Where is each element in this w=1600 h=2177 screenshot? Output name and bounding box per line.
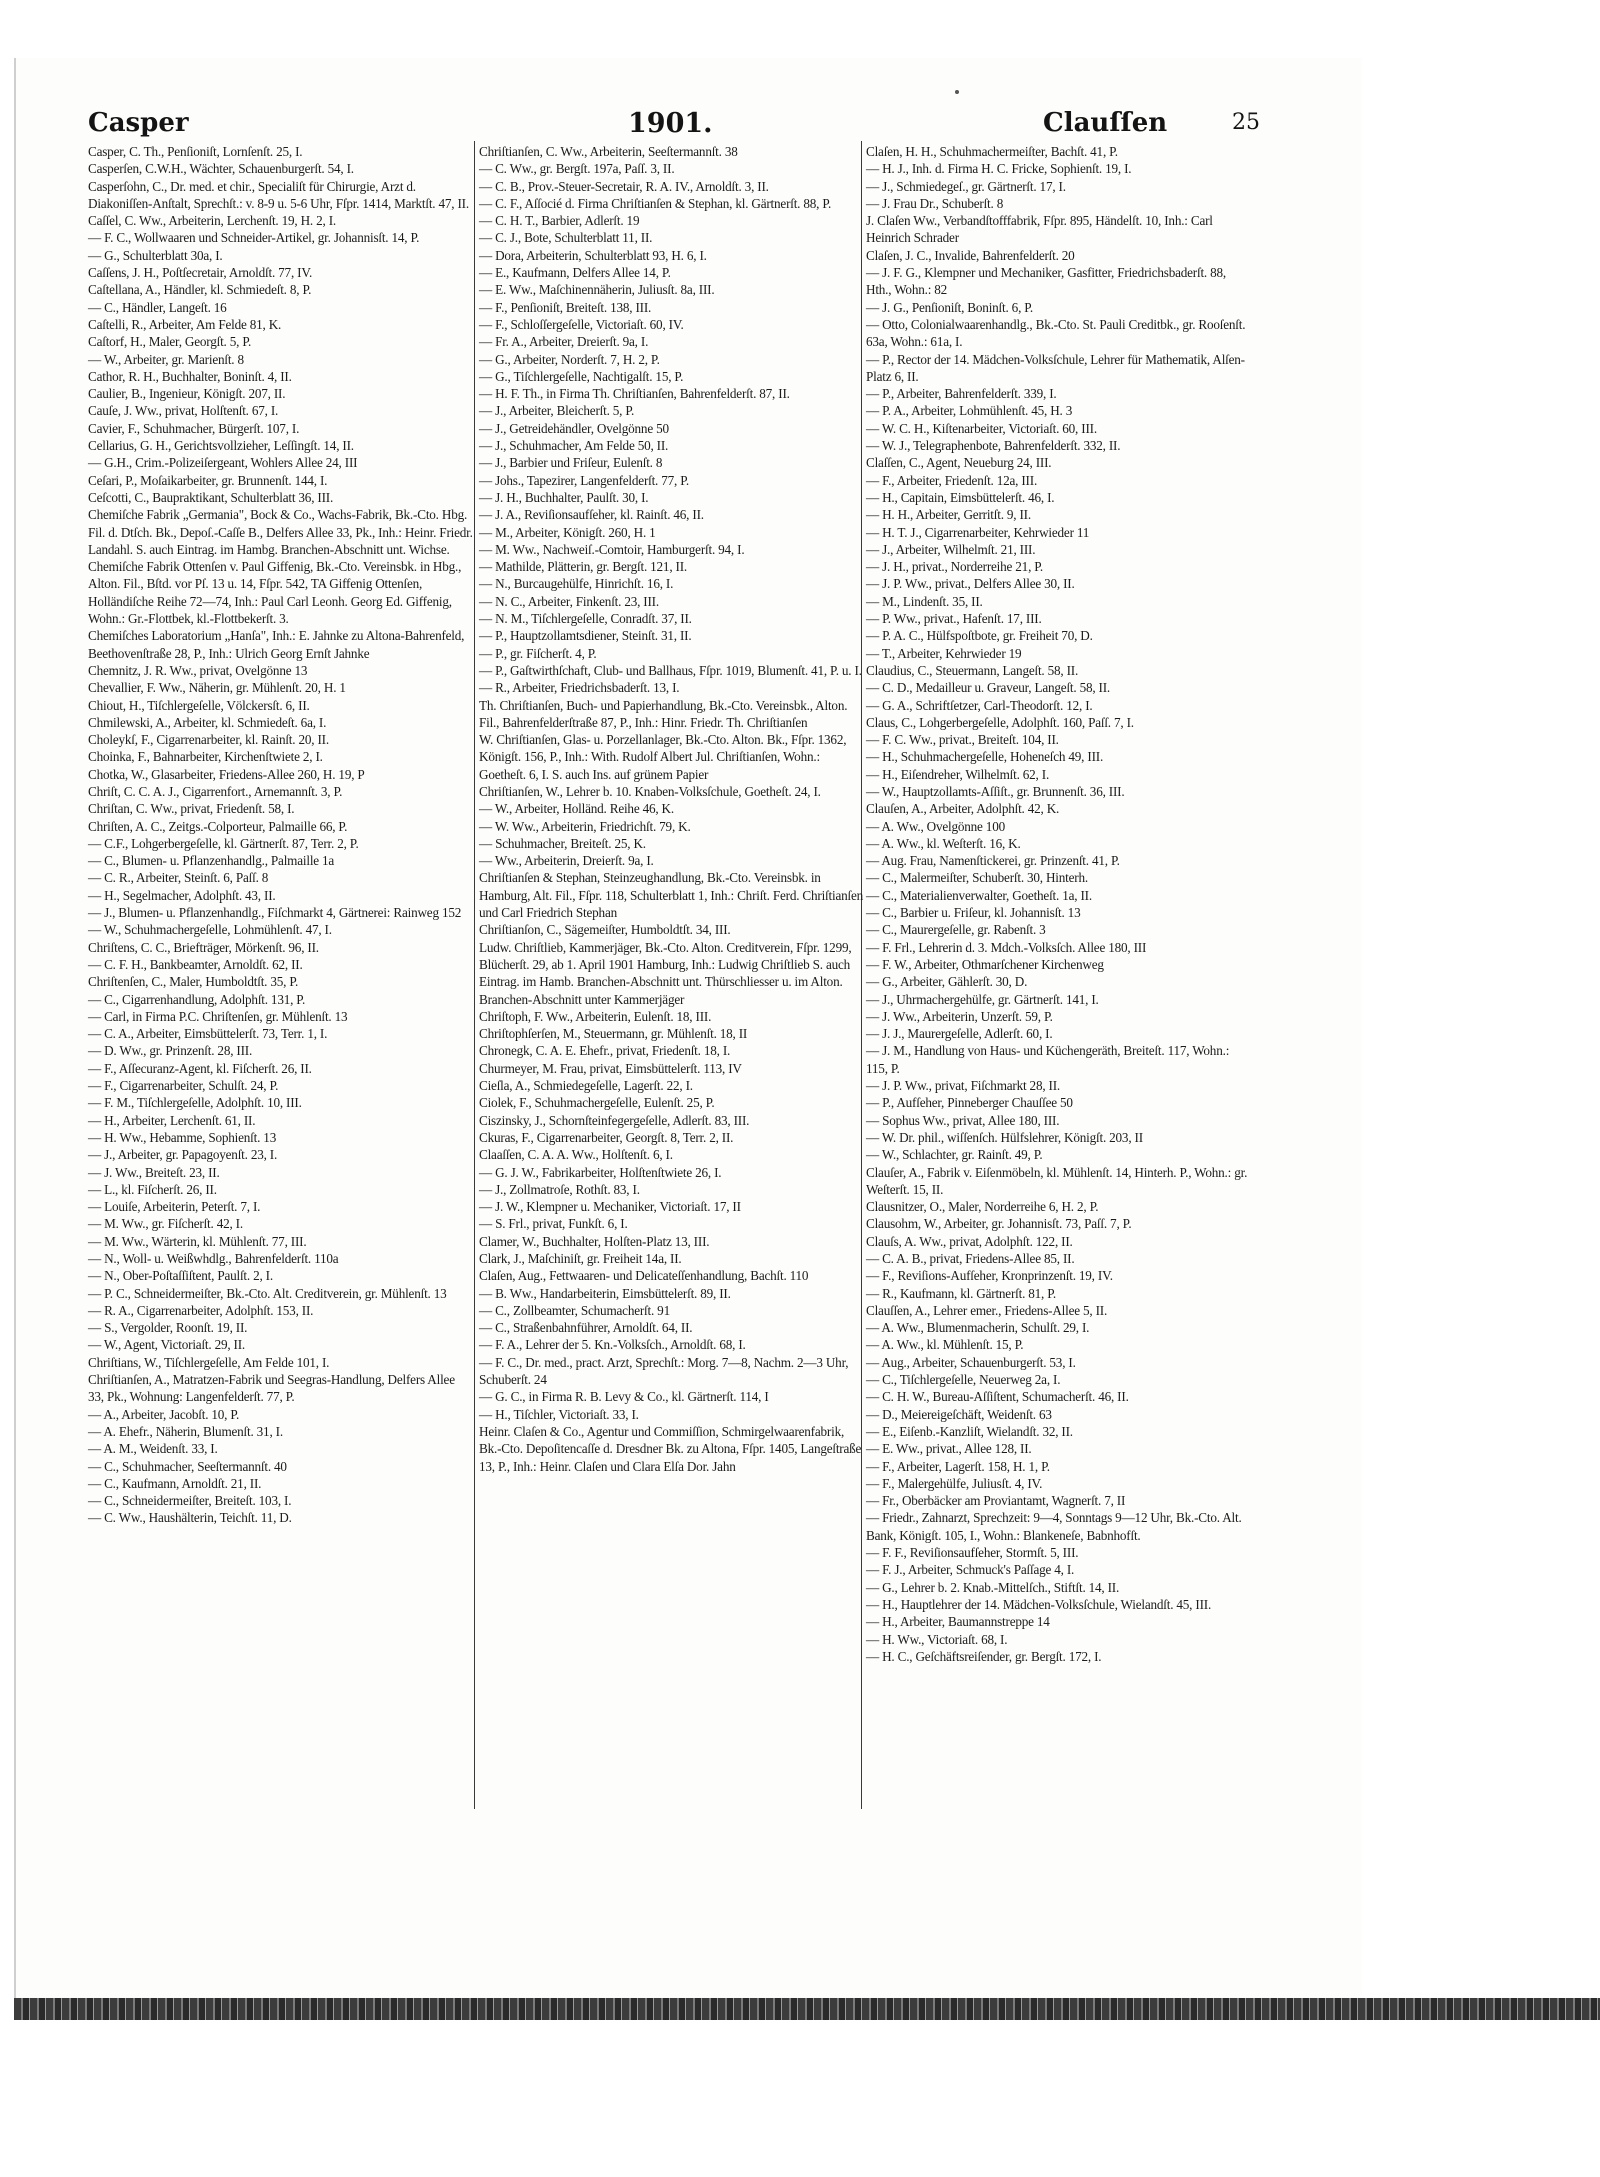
directory-entry: — F. M., Tiſchlergeſelle, Adolphſt. 10, III.: [88, 1095, 302, 1111]
directory-entry: — Mathilde, Plätterin, gr. Bergſt. 121, II.: [479, 559, 687, 575]
page-header: [88, 108, 1260, 140]
directory-entry: — C., Malermeiſter, Schuberſt. 30, Hinterh.: [866, 870, 1088, 886]
directory-entry: — W., Agent, Victoriaſt. 29, II.: [88, 1337, 246, 1353]
directory-entry: — H. T. J., Cigarrenarbeiter, Kehrwieder 11: [866, 524, 1090, 540]
directory-entry: — J. P. Ww., privat., Delfers Allee 30, II.: [866, 576, 1075, 592]
directory-entry: — C., Zollbeamter, Schumacherſt. 91: [479, 1302, 670, 1318]
directory-entry: — D. Ww., gr. Prinzenſt. 28, III.: [88, 1043, 253, 1059]
directory-entry: — Dora, Arbeiterin, Schulterblatt 93, H. 6, I.: [479, 247, 707, 263]
directory-entry: — S., Vergolder, Roonſt. 19, II.: [88, 1320, 248, 1336]
directory-entry: Chriſtians, W., Tiſchlergeſelle, Am Felde 101, I.: [88, 1354, 330, 1370]
directory-entry: — F. A., Lehrer der 5. Kn.-Volksſch., Arnoldſt. 68, I.: [479, 1337, 746, 1353]
directory-entry: — E., Eiſenb.-Kanzliſt, Wielandſt. 32, II.: [866, 1423, 1073, 1439]
directory-entry: — H. H., Arbeiter, Gerritſt. 9, II.: [866, 507, 1031, 523]
directory-entry: Cathor, R. H., Buchhalter, Boninſt. 4, II.: [88, 368, 292, 384]
page-number: 25: [1232, 110, 1260, 135]
directory-entry: — P. Ww., privat., Hafenſt. 17, III.: [866, 611, 1042, 627]
directory-entry: — J. H., Buchhalter, Paulſt. 30, I.: [479, 489, 649, 505]
directory-entry: Churmeyer, M. Frau, privat, Eimsbüttelerſt. 113, IV: [479, 1060, 742, 1076]
directory-entry: Chriſtoph, F. Ww., Arbeiterin, Eulenſt. 18, III.: [479, 1008, 712, 1024]
directory-entry: — C. Ww., Haushälterin, Teichſt. 11, D.: [88, 1510, 292, 1526]
directory-entry: Cellarius, G. H., Gerichtsvollzieher, Leſſingſt. 14, II.: [88, 438, 354, 454]
column-3: [866, 143, 1251, 1665]
directory-entry: — H. Ww., Victoriaſt. 68, I.: [866, 1631, 1008, 1647]
directory-entry: — J. Ww., Breiteſt. 23, II.: [88, 1164, 220, 1180]
directory-entry: Caſtelli, R., Arbeiter, Am Felde 81, K.: [88, 316, 282, 332]
directory-entry: — N., Woll- u. Weißwhdlg., Bahrenfelderſt. 110a: [88, 1251, 339, 1266]
directory-entry: — H. F. Th., in Firma Th. Chriſtianſen, Bahrenfelderſt. 87, II.: [479, 386, 790, 402]
directory-entry: Cauſe, J. Ww., privat, Holſtenſt. 67, I.: [88, 403, 279, 419]
directory-entry: — G., Schulterblatt 30a, I.: [88, 247, 223, 263]
directory-entry: — Ww., Arbeiterin, Dreierſt. 9a, I.: [479, 853, 654, 869]
directory-entry: — F., Reviſions-Aufſeher, Kronprinzenſt. 19, IV.: [866, 1268, 1113, 1284]
column-1: [88, 143, 473, 1527]
directory-entry: Chriſt, C. C. A. J., Cigarrenfort., Arnemannſt. 3, P.: [88, 783, 343, 799]
directory-entry: — F., Cigarrenarbeiter, Schulſt. 24, P.: [88, 1078, 279, 1094]
directory-entry: Chemiſche Fabrik „Germania", Bock & Co., Wachs-Fabrik, Bk.-Cto. Hbg. Fil. d. Dtſch. Bk., Depoſ.-Caſſe B., Delfers Allee 33, Pk., Inh.: Heinr. Friedr. Landahl. S. auch Eintrag. im Hambg. Branchen-Abschnitt unt. Wichse.: [88, 507, 473, 557]
directory-entry: — C., Tiſchlergeſelle, Neuerweg 2a, I.: [866, 1372, 1061, 1388]
directory-entry: Clausnitzer, O., Maler, Norderreihe 6, H. 2, P.: [866, 1199, 1099, 1215]
directory-entry: — W., Arbeiter, Holländ. Reihe 46, K.: [479, 801, 674, 817]
directory-entry: — A. Ww., kl. Weſterſt. 16, K.: [866, 835, 1021, 851]
directory-entry: — G. A., Schriftſetzer, Carl-Theodorſt. 12, I.: [866, 697, 1093, 713]
directory-entry: Chriſtianſen, A., Matratzen-Fabrik und Seegras-Handlung, Delfers Allee 33, Pk., Wohnung: Langenfelderſt. 77, P.: [88, 1372, 455, 1405]
directory-entry: — J., Arbeiter, Wilhelmſt. 21, III.: [866, 541, 1036, 557]
directory-entry: Caſtellana, A., Händler, kl. Schmiedeſt. 8, P.: [88, 282, 312, 298]
directory-entry: — Carl, in Firma P.C. Chriſtenſen, gr. Mühlenſt. 13: [88, 1008, 348, 1024]
directory-entry: — Sophus Ww., privat, Allee 180, III.: [866, 1112, 1060, 1128]
directory-entry: — J. H., privat., Norderreihe 21, P.: [866, 559, 1044, 575]
directory-entry: — Otto, Colonialwaarenhandlg., Bk.-Cto. St. Pauli Creditbk., gr. Rooſenſt. 63a, Wohn.: 61a, I.: [866, 316, 1246, 350]
directory-entry: — J. Ww., Arbeiterin, Unzerſt. 59, P.: [866, 1008, 1053, 1024]
directory-entry: — J., Barbier und Friſeur, Eulenſt. 8: [479, 455, 663, 471]
directory-entry: — G., Tiſchlergeſelle, Nachtigalſt. 15, P.: [479, 368, 684, 384]
directory-entry: Clauſen, A., Arbeiter, Adolphſt. 42, K.: [866, 801, 1060, 817]
directory-entry: — J. J., Maurergeſelle, Adlerſt. 60, I.: [866, 1026, 1053, 1042]
directory-entry: Chevallier, F. Ww., Näherin, gr. Mühlenſt. 20, H. 1: [88, 680, 346, 696]
directory-entry: — H., Schuhmachergeſelle, Hoheneſch 49, III.: [866, 749, 1104, 765]
directory-entry: — C. D., Medailleur u. Graveur, Langeſt. 58, II.: [866, 680, 1111, 696]
directory-entry: — F. C., Wollwaaren und Schneider-Artikel, gr. Johannisſt. 14, P.: [88, 230, 420, 246]
directory-entry: — C. Ww., gr. Bergſt. 197a, Paſſ. 3, II.: [479, 161, 675, 177]
directory-entry: — Louiſe, Arbeiterin, Peterſt. 7, I.: [88, 1199, 261, 1215]
directory-entry: — P. A., Arbeiter, Lohmühlenſt. 45, H. 3: [866, 403, 1073, 419]
directory-entry: — H., Eiſendreher, Wilhelmſt. 62, I.: [866, 766, 1050, 782]
directory-entry: Chronegk, C. A. E. Ehefr., privat, Friedenſt. 18, I.: [479, 1043, 731, 1059]
directory-entry: — F., Schloſſergeſelle, Victoriaſt. 60, IV.: [479, 316, 684, 332]
directory-entry: — J., Uhrmachergehülfe, gr. Gärtnerſt. 141, I.: [866, 991, 1099, 1007]
directory-entry: — J. M., Handlung von Haus- und Küchengeräth, Breiteſt. 117, Wohn.: 115, P.: [866, 1043, 1230, 1076]
directory-entry: — Fr. A., Arbeiter, Dreierſt. 9a, I.: [479, 334, 649, 350]
directory-entry: — E., Kaufmann, Delfers Allee 14, P.: [479, 265, 671, 281]
directory-entry: — F. C., Dr. med., pract. Arzt, Sprechſt.: Morg. 7—8, Nachm. 2—3 Uhr, Schuberſt. 24: [479, 1354, 849, 1388]
directory-entry: Chriſtianſen, C. Ww., Arbeiterin, Seeſtermannſt. 38: [479, 144, 738, 159]
directory-entry: — G. C., in Firma R. B. Levy & Co., kl. Gärtnerſt. 114, I: [479, 1389, 769, 1405]
directory-entry: Claſen, J. C., Invalide, Bahrenfelderſt. 20: [866, 247, 1075, 263]
directory-entry: — G.H., Crim.-Polizeiſergeant, Wohlers Allee 24, III: [88, 455, 358, 471]
directory-entry: Caſſens, J. H., Poſtſecretair, Arnoldſt. 77, IV.: [88, 265, 313, 281]
directory-entry: Clamer, W., Buchhalter, Holſten-Platz 13, III.: [479, 1233, 710, 1249]
directory-entry: — F., Penſioniſt, Breiteſt. 138, III.: [479, 299, 652, 315]
directory-entry: Chriſtianſon, C., Sägemeiſter, Humboldtſt. 34, III.: [479, 922, 731, 938]
directory-entry: Claſſen, C., Agent, Neueburg 24, III.: [866, 455, 1052, 471]
directory-entry: — H., Arbeiter, Lerchenſt. 61, II.: [88, 1112, 256, 1128]
scan-edge-strip: [14, 1998, 1600, 2020]
directory-entry: — P., Gaſtwirthſchaft, Club- und Ballhaus, Fſpr. 1019, Blumenſt. 41, P. u. I.: [479, 662, 862, 678]
directory-entry: — H. J., Inh. d. Firma H. C. Fricke, Sophienſt. 19, I.: [866, 161, 1132, 177]
directory-entry: — C., Maurergeſelle, gr. Rabenſt. 3: [866, 922, 1046, 938]
directory-entry: — C., Barbier u. Friſeur, kl. Johannisſt. 13: [866, 905, 1081, 921]
directory-entry: — J., Zollmatroſe, Rothſt. 83, I.: [479, 1181, 640, 1197]
directory-entry: — H. C., Geſchäftsreiſender, gr. Bergſt. 172, I.: [866, 1648, 1102, 1664]
directory-entry: — C.F., Lohgerbergeſelle, kl. Gärtnerſt. 87, Terr. 2, P.: [88, 835, 359, 851]
directory-entry: Cieſla, A., Schmiedegeſelle, Lagerſt. 22, I.: [479, 1078, 693, 1094]
header-year: 1901.: [628, 108, 713, 139]
directory-entry: — Aug. Frau, Namenſtickerei, gr. Prinzenſt. 41, P.: [866, 853, 1120, 869]
directory-entry: — D., Meiereigeſchäft, Weidenſt. 63: [866, 1406, 1052, 1422]
directory-entry: — C., Blumen- u. Pflanzenhandlg., Palmaille 1a: [88, 853, 335, 869]
directory-entry: — J. W., Klempner u. Mechaniker, Victoriaſt. 17, II: [479, 1199, 741, 1215]
directory-entry: Chriſtianſen & Stephan, Steinzeughandlung, Bk.-Cto. Vereinsbk. in Hamburg, Alt. Fil., Fſpr. 118, Schulterblatt 1, Inh.: Chriſt. Ferd. Chriſtianſen und Carl Friedrich Stephan: [479, 870, 864, 921]
directory-entry: — M. Ww., Nachweiſ.-Comtoir, Hamburgerſt. 94, I.: [479, 541, 745, 557]
directory-entry: Chriſtophſerſen, M., Steuermann, gr. Mühlenſt. 18, II: [479, 1026, 748, 1042]
directory-entry: — J. F. G., Klempner und Mechaniker, Gasfitter, Friedrichsbaderſt. 88, Hth., Wohn.: 82: [866, 265, 1227, 298]
directory-entry: — Friedr., Zahnarzt, Sprechzeit: 9—4, Sonntags 9—12 Uhr, Bk.-Cto. Alt. Bank, Königſt. 105, I., Wohn.: Blankeneſe, Babnhofſt.: [866, 1510, 1242, 1543]
directory-entry: — H., Tiſchler, Victoriaſt. 33, I.: [479, 1406, 639, 1422]
directory-entry: — F. C. Ww., privat., Breiteſt. 104, II.: [866, 732, 1059, 748]
directory-entry: Chemiſches Laboratorium „Hanſa", Inh.: E. Jahnke zu Altona-Bahrenfeld, Beethovenſtraße 28, P., Inh.: Ulrich Georg Ernſt Jahnke: [88, 628, 465, 661]
directory-entry: — F., Arbeiter, Friedenſt. 12a, III.: [866, 472, 1038, 488]
directory-entry: — J., Schuhmacher, Am Felde 50, II.: [479, 438, 669, 454]
directory-entry: — C., Schneidermeiſter, Breiteſt. 103, I.: [88, 1493, 292, 1509]
directory-entry: Choinka, F., Bahnarbeiter, Kirchenſtwiete 2, I.: [88, 749, 323, 765]
directory-entry: — F. J., Arbeiter, Schmuck's Paſſage 4, I.: [866, 1562, 1075, 1578]
directory-entry: — J., Getreidehändler, Ovelgönne 50: [479, 420, 669, 436]
directory-entry: W. Chriſtianſen, Glas- u. Porzellanlager, Bk.-Cto. Alton. Bk., Fſpr. 1362, Königſt. 156, P., Inh.: With. Rudolf Albert Jul. Chriſtianſen, Wohn.: Goetheſt. 6, I. S. auch Ins. auf grünem Papier: [479, 732, 847, 782]
directory-entry: Ciolek, F., Schuhmachergeſelle, Eulenſt. 25, P.: [479, 1095, 715, 1111]
directory-entry: — M., Lindenſt. 35, II.: [866, 593, 983, 609]
directory-entry: — C., Cigarrenhandlung, Adolphſt. 131, P.: [88, 991, 306, 1007]
directory-entry: — N. M., Tiſchlergeſelle, Conradſt. 37, II.: [479, 611, 692, 627]
directory-entry: — C. F., Aſſocié d. Firma Chriſtianſen & Stephan, kl. Gärtnerſt. 88, P.: [479, 195, 832, 211]
directory-entry: Clark, J., Maſchiniſt, gr. Freiheit 14a, II.: [479, 1251, 682, 1266]
directory-entry: Chiout, H., Tiſchlergeſelle, Völckersſt. 6, II.: [88, 697, 310, 713]
directory-entry: — E. Ww., privat., Allee 128, II.: [866, 1441, 1032, 1457]
directory-entry: — J., Arbeiter, Bleicherſt. 5, P.: [479, 403, 635, 419]
directory-entry: — P., gr. Fiſcherſt. 4, P.: [479, 645, 597, 661]
directory-entry: — W., Schuhmachergeſelle, Lohmühlenſt. 47, I.: [88, 922, 332, 938]
directory-entry: Ceſari, P., Moſaikarbeiter, gr. Brunnenſt. 144, I.: [88, 472, 328, 488]
directory-entry: Ludw. Chriſtlieb, Kammerjäger, Bk.-Cto. Alton. Creditverein, Fſpr. 1299, Blücherſt. 29, ab 1. April 1901 Hamburg, Inh.: Ludwig Chriſtlieb S. auch Eintrag. im Hamb. Branchen-Abschnitt unt. Thürschliesser u. im Alton. Branchen-Abschnitt unter Kammerjäger: [479, 939, 852, 1007]
directory-entry: Ceſcotti, C., Baupraktikant, Schulterblatt 36, III.: [88, 489, 334, 505]
directory-entry: — H., Hauptlehrer der 14. Mädchen-Volksſchule, Wielandſt. 45, III.: [866, 1596, 1212, 1612]
directory-entry: — J. Frau Dr., Schuberſt. 8: [866, 195, 1004, 211]
directory-entry: Caulier, B., Ingenieur, Königſt. 207, II.: [88, 386, 286, 402]
directory-entry: Choleykſ, F., Cigarrenarbeiter, kl. Rainſt. 20, II.: [88, 732, 329, 748]
directory-entry: — W., Hauptzollamts-Aſſiſt., gr. Brunnenſt. 36, III.: [866, 783, 1125, 799]
directory-entry: — L., kl. Fiſcherſt. 26, II.: [88, 1181, 217, 1197]
directory-entry: — C. A. B., privat, Friedens-Allee 85, II.: [866, 1251, 1075, 1266]
directory-entry: — N., Ober-Poſtaſſiſtent, Paulſt. 2, I.: [88, 1268, 273, 1284]
directory-entry: — W., Arbeiter, gr. Marienſt. 8: [88, 351, 244, 367]
directory-entry: — M. Ww., gr. Fiſcherſt. 42, I.: [88, 1216, 243, 1232]
directory-entry: — W. Ww., Arbeiterin, Friedrichſt. 79, K.: [479, 818, 691, 834]
directory-entry: — M., Arbeiter, Königſt. 260, H. 1: [479, 524, 656, 540]
directory-entry: — C. F. H., Bankbeamter, Arnoldſt. 62, II.: [88, 956, 303, 972]
directory-entry: — A. Ww., Ovelgönne 100: [866, 818, 1005, 834]
directory-entry: — G., Lehrer b. 2. Knab.-Mittelſch., Stiftſt. 14, II.: [866, 1579, 1120, 1595]
directory-entry: — C., Schuhmacher, Seeſtermannſt. 40: [88, 1458, 287, 1474]
directory-entry: — H., Segelmacher, Adolphſt. 43, II.: [88, 887, 276, 903]
directory-entry: — N. C., Arbeiter, Finkenſt. 23, III.: [479, 593, 659, 609]
directory-entry: Chriſtianſen, W., Lehrer b. 10. Knaben-Volksſchule, Goetheſt. 24, I.: [479, 783, 821, 799]
directory-entry: — J. A., Reviſionsaufſeher, kl. Rainſt. 46, II.: [479, 507, 704, 523]
directory-entry: Chmilewski, A., Arbeiter, kl. Schmiedeſt. 6a, I.: [88, 714, 327, 730]
directory-entry: — F. Frl., Lehrerin d. 3. Mdch.-Volksſch. Allee 180, III: [866, 939, 1147, 955]
directory-entry: — Johs., Tapezirer, Langenfelderſt. 77, P.: [479, 472, 690, 488]
directory-entry: — W. Dr. phil., wiſſenſch. Hülfslehrer, Königſt. 203, II: [866, 1129, 1143, 1145]
directory-entry: Clauſer, A., Fabrik v. Eiſenmöbeln, kl. Mühlenſt. 14, Hinterh. P., Wohn.: gr. Weſterſt. 15, II.: [866, 1164, 1248, 1197]
directory-entry: — C. H. W., Bureau-Aſſiſtent, Schumacherſt. 46, II.: [866, 1389, 1129, 1405]
directory-entry: Clausohm, W., Arbeiter, gr. Johannisſt. 73, Paſſ. 7, P.: [866, 1216, 1132, 1232]
directory-entry: — C., Materialienverwalter, Goetheſt. 1a, II.: [866, 887, 1092, 903]
directory-entry: — A. Ehefr., Näherin, Blumenſt. 31, I.: [88, 1423, 283, 1439]
directory-entry: — W. C. H., Kiſtenarbeiter, Victoriaſt. 60, III.: [866, 420, 1097, 436]
directory-entry: — F., Arbeiter, Lagerſt. 158, H. 1, P.: [866, 1458, 1050, 1474]
directory-entry: — R. A., Cigarrenarbeiter, Adolphſt. 153, II.: [88, 1302, 314, 1318]
directory-entry: Claſen, Aug., Fettwaaren- und Delicateſſenhandlung, Bachſt. 110: [479, 1268, 809, 1284]
directory-entry: — J., Blumen- u. Pflanzenhandlg., Fiſchmarkt 4, Gärtnerei: Rainweg 152: [88, 905, 462, 921]
directory-entry: — E. Ww., Maſchinennäherin, Juliusſt. 8a, III.: [479, 282, 715, 298]
directory-entry: Chotka, W., Glasarbeiter, Friedens-Allee 260, H. 19, P: [88, 766, 365, 782]
directory-entry: — A. Ww., kl. Mühlenſt. 15, P.: [866, 1337, 1024, 1353]
directory-entry: — C., Kaufmann, Arnoldſt. 21, II.: [88, 1475, 262, 1491]
directory-entry: Casperſohn, C., Dr. med. et chir., Specialiſt für Chirurgie, Arzt d. Diakoniſſen-Anſtalt, Sprechſt.: v. 8-9 u. 5-6 Uhr, Fſpr. 1414, Marktſt. 47, II.: [88, 178, 469, 211]
header-right-catchword: Clauſſen: [1043, 108, 1168, 138]
column-2: [479, 143, 864, 1475]
directory-entry: — F. W., Arbeiter, Othmarſchener Kirchenweg: [866, 956, 1104, 972]
directory-entry: — C. J., Bote, Schulterblatt 11, II.: [479, 230, 653, 246]
directory-entry: — F., Aſſecuranz-Agent, kl. Fiſcherſt. 26, II.: [88, 1060, 312, 1076]
directory-entry: — P. C., Schneidermeiſter, Bk.-Cto. Alt. Creditverein, gr. Mühlenſt. 13: [88, 1285, 447, 1301]
directory-entry: Claus, C., Lohgerbergeſelle, Adolphſt. 160, Paſſ. 7, I.: [866, 714, 1134, 730]
directory-entry: Ckuras, F., Cigarrenarbeiter, Georgſt. 8, Terr. 2, II.: [479, 1129, 734, 1145]
column-divider-1: [474, 141, 475, 1809]
directory-entry: — W. J., Telegraphenbote, Bahrenfelderſt. 332, II.: [866, 438, 1121, 454]
directory-entry: — G. J. W., Fabrikarbeiter, Holſtenſtwiete 26, I.: [479, 1164, 722, 1180]
directory-entry: — S. Frl., privat, Funkſt. 6, I.: [479, 1216, 628, 1232]
directory-entry: Chriſtan, C. Ww., privat, Friedenſt. 58, I.: [88, 801, 295, 817]
directory-entry: Claaſſen, C. A. A. Ww., Holſtenſt. 6, I.: [479, 1147, 673, 1163]
directory-entry: Clauſs, A. Ww., privat, Adolphſt. 122, II.: [866, 1233, 1073, 1249]
directory-entry: Casperſen, C.W.H., Wächter, Schauenburgerſt. 54, I.: [88, 161, 354, 177]
directory-entry: — A., Arbeiter, Jacobſt. 10, P.: [88, 1406, 240, 1422]
directory-entry: — M. Ww., Wärterin, kl. Mühlenſt. 77, III.: [88, 1233, 307, 1249]
directory-entry: Chemnitz, J. R. Ww., privat, Ovelgönne 13: [88, 662, 308, 678]
directory-entry: Clauſſen, A., Lehrer emer., Friedens-Allee 5, II.: [866, 1302, 1108, 1318]
directory-entry: — J., Arbeiter, gr. Papagoyenſt. 23, I.: [88, 1147, 278, 1163]
directory-entry: — P., Hauptzollamtsdiener, Steinſt. 31, II.: [479, 628, 692, 644]
directory-entry: Chriſtenſen, C., Maler, Humboldtſt. 35, P.: [88, 974, 299, 990]
directory-entry: Caſtorf, H., Maler, Georgſt. 5, P.: [88, 334, 252, 350]
directory-entry: Th. Chriſtianſen, Buch- und Papierhandlung, Bk.-Cto. Vereinsbk., Alton. Fil., Bahrenfelderſtraße 87, P., Inh.: Hinr. Friedr. Th. Chriſtianſen: [479, 697, 848, 730]
directory-entry: J. Claſen Ww., Verbandſtofffabrik, Fſpr. 895, Händelſt. 10, Inh.: Carl Heinrich Schrader: [866, 213, 1213, 246]
directory-entry: — R., Kaufmann, kl. Gärtnerſt. 81, P.: [866, 1285, 1057, 1301]
directory-entry: — A. M., Weidenſt. 33, I.: [88, 1441, 218, 1457]
directory-entry: — C. B., Prov.-Steuer-Secretair, R. A. IV., Arnoldſt. 3, II.: [479, 178, 769, 194]
directory-entry: — H., Capitain, Eimsbüttelerſt. 46, I.: [866, 489, 1055, 505]
directory-entry: — H., Arbeiter, Baumannstreppe 14: [866, 1614, 1050, 1630]
directory-entry: — F. F., Reviſionsaufſeher, Stormſt. 5, III.: [866, 1545, 1079, 1561]
directory-entry: — H. Ww., Hebamme, Sophienſt. 13: [88, 1129, 277, 1145]
header-left-catchword: Casper: [88, 108, 189, 138]
directory-entry: — W., Schlachter, gr. Rainſt. 49, P.: [866, 1147, 1043, 1163]
directory-entry: — P., Arbeiter, Bahrenfelderſt. 339, I.: [866, 386, 1057, 402]
directory-entry: — P., Aufſeher, Pinneberger Chauſſee 50: [866, 1095, 1073, 1111]
directory-entry: Caſſel, C. Ww., Arbeiterin, Lerchenſt. 19, H. 2, I.: [88, 213, 336, 229]
directory-entry: Ciszinsky, J., Schornſteinfegergeſelle, Adlerſt. 83, III.: [479, 1112, 750, 1128]
directory-entry: — A. Ww., Blumenmacherin, Schulſt. 29, I.: [866, 1320, 1090, 1336]
directory-entry: Chriſten, A. C., Zeitgs.-Colporteur, Palmaille 66, P.: [88, 818, 348, 834]
directory-entry: — Schuhmacher, Breiteſt. 25, K.: [479, 835, 646, 851]
directory-entry: — G., Arbeiter, Gählerſt. 30, D.: [866, 974, 1028, 990]
directory-entry: — J. G., Penſioniſt, Boninſt. 6, P.: [866, 299, 1034, 315]
directory-entry: — T., Arbeiter, Kehrwieder 19: [866, 645, 1022, 661]
directory-entry: — F., Malergehülfe, Juliusſt. 4, IV.: [866, 1475, 1043, 1491]
directory-entry: — C., Straßenbahnführer, Arnoldſt. 64, II.: [479, 1320, 693, 1336]
directory-entry: — C. R., Arbeiter, Steinſt. 6, Paſſ. 8: [88, 870, 269, 886]
directory-entry: — P., Rector der 14. Mädchen-Volksſchule, Lehrer für Mathematik, Alſen-Platz 6, II.: [866, 351, 1245, 384]
directory-entry: — B. Ww., Handarbeiterin, Eimsbüttelerſt. 89, II.: [479, 1285, 731, 1301]
directory-entry: — C. A., Arbeiter, Eimsbüttelerſt. 73, Terr. 1, I.: [88, 1026, 328, 1042]
directory-entry: — J. P. Ww., privat, Fiſchmarkt 28, II.: [866, 1078, 1061, 1094]
directory-entry: — Fr., Oberbäcker am Proviantamt, Wagnerſt. 7, II: [866, 1493, 1126, 1509]
directory-entry: Claſen, H. H., Schuhmachermeiſter, Bachſt. 41, P.: [866, 144, 1118, 159]
directory-entry: Chriſtens, C. C., Briefträger, Mörkenſt. 96, II.: [88, 939, 319, 955]
directory-entry: — C. H. T., Barbier, Adlerſt. 19: [479, 213, 640, 229]
directory-entry: Chemiſche Fabrik Ottenſen v. Paul Giffenig, Bk.-Cto. Vereinsbk. in Hbg., Alton. Fil., Bſtd. vor Pſ. 13 u. 14, Fſpr. 542, TA Giffenig Ottenſen, Holländiſche Reihe 72—74, Inh.: Paul Carl Leonh. Georg Ed. Giffenig, Wohn.: Gr.-Flottbek, kl.-Flottbekerſt. 3.: [88, 559, 462, 627]
directory-entry: Cavier, F., Schuhmacher, Bürgerſt. 107, I.: [88, 420, 300, 436]
directory-entry: — P. A. C., Hülfspoſtbote, gr. Freiheit 70, D.: [866, 628, 1093, 644]
directory-entry: — G., Arbeiter, Norderſt. 7, H. 2, P.: [479, 351, 660, 367]
directory-entry: Claudius, C., Steuermann, Langeſt. 58, II.: [866, 662, 1079, 678]
directory-entry: — N., Burcaugehülfe, Hinrichſt. 16, I.: [479, 576, 674, 592]
directory-entry: Heinr. Claſen & Co., Agentur und Commiſſion, Schmirgelwaarenfabrik, Bk.-Cto. Depoſitencaſſe d. Dresdner Bk. zu Altona, Fſpr. 1405, Langeſtraße 13, P., Inh.: Heinr. Claſen und Clara Elſa Dor. Jahn: [479, 1423, 862, 1474]
directory-entry: Casper, C. Th., Penſioniſt, Lornſenſt. 25, I.: [88, 144, 303, 159]
directory-entry: — R., Arbeiter, Friedrichsbaderſt. 13, I.: [479, 680, 680, 696]
printer-mark: [955, 90, 959, 94]
directory-entry: — J., Schmiedegeſ., gr. Gärtnerſt. 17, I.: [866, 178, 1066, 194]
directory-entry: — Aug., Arbeiter, Schauenburgerſt. 53, I.: [866, 1354, 1076, 1370]
directory-entry: — C., Händler, Langeſt. 16: [88, 299, 227, 315]
